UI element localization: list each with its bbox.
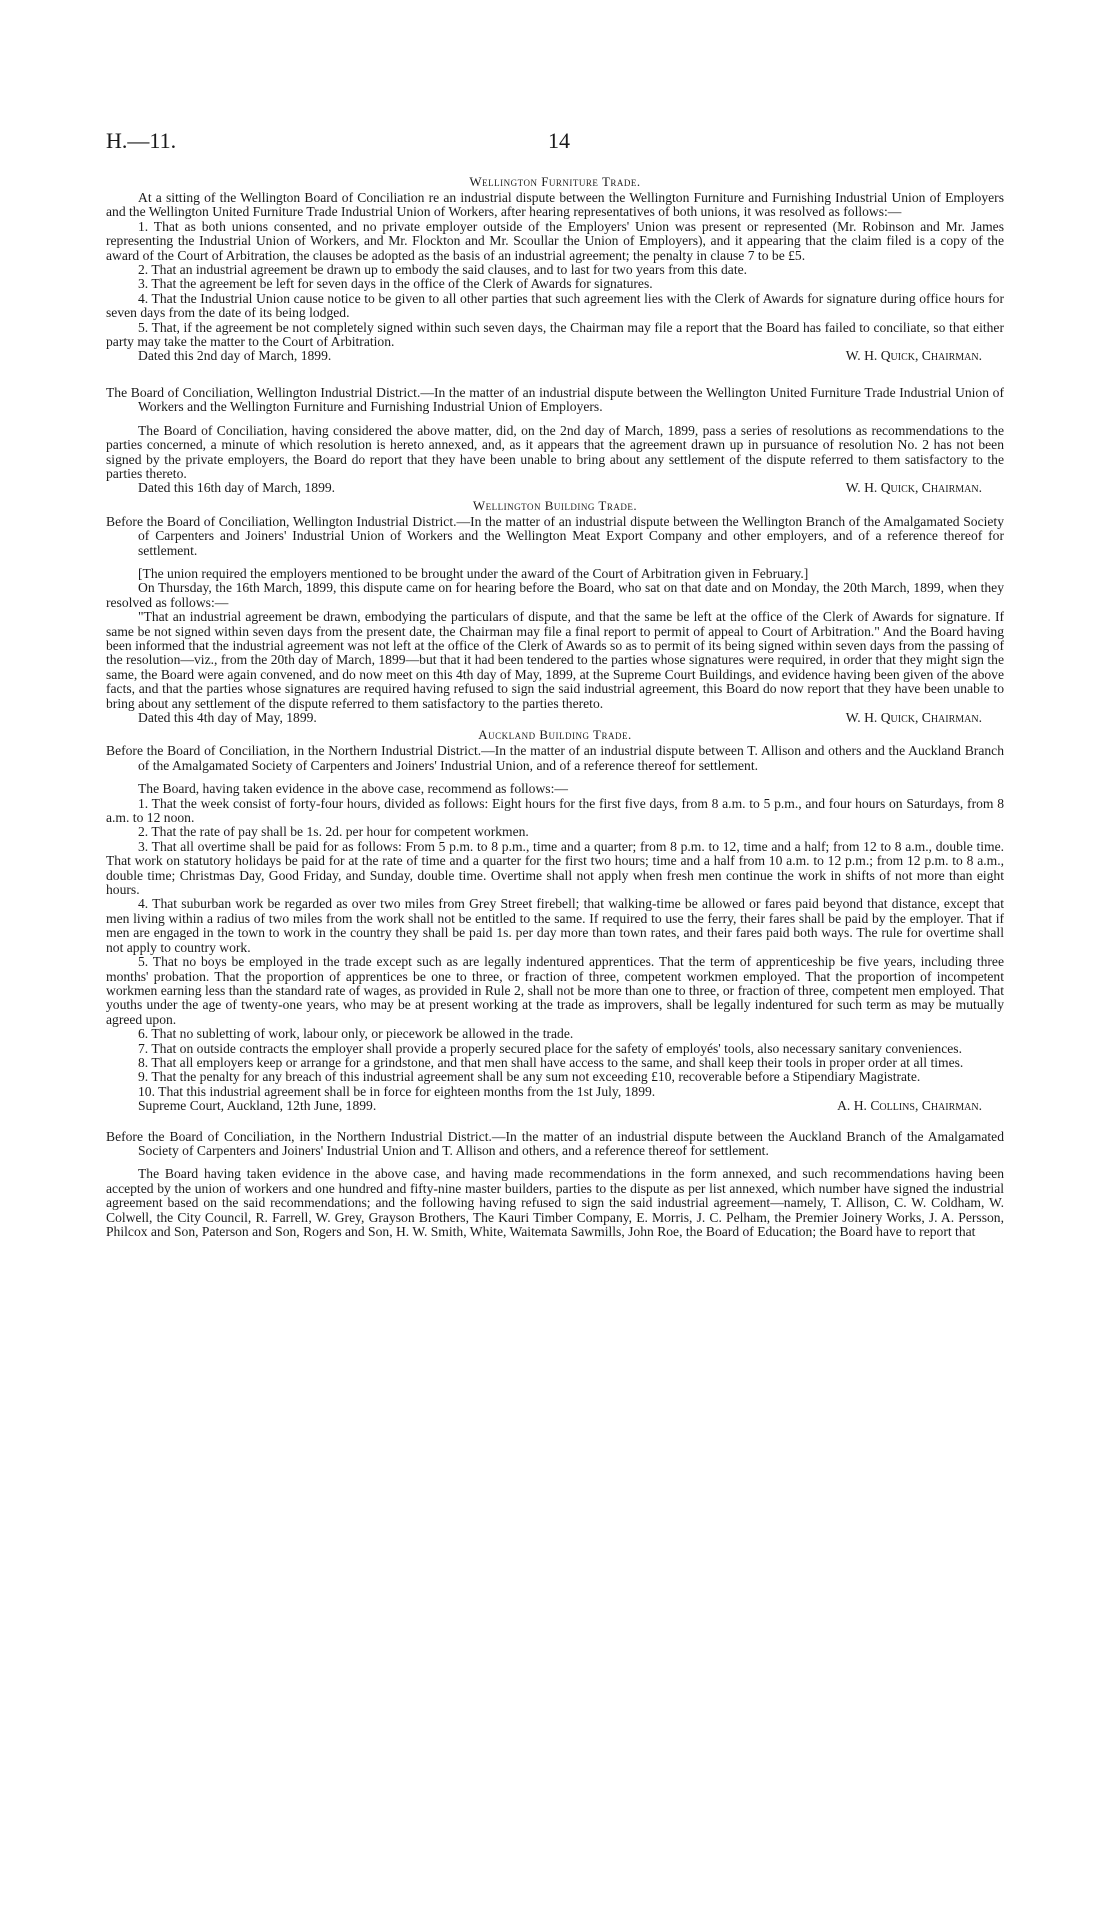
auckland-recommendation: 5. That no boys be employed in the trade except such as are legally indentured apprentices. That the term of apprenticeship be five years, including three months' probation. That the proportion of apprentices be one to three, or fraction of three, competent workmen employed. That the proportion of incompetent workmen earning less than the standard rate of wages, as provided in Rule 2, shall not be more than one to three, or fraction of three, competent men employed. That youths under the age of twenty-one years, who may be at present working at the trade as improvers, shall be legally indentured for such term as may be mutually agreed upon. xyxy=(106,954,1004,1027)
wellington-building-title: Before the Board of Conciliation, Wellington Industrial District.—In the matter of an industrial dispute between the Wellington Branch of the Amalgamated Society of Carpenters and Joiners' Industrial Union of Workers and the Wellington Meat Export Company and other employers, and of a reference thereof for settlement. xyxy=(106,513,1004,558)
furniture-resolution: 1. That as both unions consented, and no private employer outside of the Employers' Union was present or represented (Mr. Robinson and Mr. James representing the Industrial Union of Workers, and Mr. Flockton and Mr. Scoullar the Union of Employers), and it appearing that the claim filed is a copy of the award of the Court of Arbitration, the clauses be adopted as the basis of an industrial agreement; the penalty in clause 7 to be £5. xyxy=(106,218,1004,263)
auckland-recommendation: 4. That suburban work be regarded as over two miles from Grey Street firebell; that walking-time be allowed or fares paid beyond that distance, except that men living within a radius of two miles from the work shall not be entitled to the same. If required to use the ferry, their fares shall be paid by the employer. That if men are engaged in the town to work in the country they shall be paid 1s. per day more than town rates, and their fares paid both ways. The rule for overtime shall not apply to country work. xyxy=(106,896,1004,955)
auckland-recommendation: 2. That the rate of pay shall be 1s. 2d. per hour for competent workmen. xyxy=(138,824,529,840)
furniture-resolution: 4. That the Industrial Union cause notice to be given to all other parties that such agreement lies with the Clerk of Awards for signature during office hours for seven days from the date of its being lodged. xyxy=(106,290,1004,321)
auckland-building-intro: The Board, having taken evidence in the above case, recommend as follows:— xyxy=(138,781,568,797)
section-heading-auckland-building: Auckland Building Trade. xyxy=(478,727,632,743)
furniture-dated-line xyxy=(106,349,1004,363)
furniture-report-body: The Board of Conciliation, having considered the above matter, did, on the 2nd day of March, 1899, pass a series of resolutions as recommendations to the parties concerned, a minute of which resolution is hereto annexed, and, as it appears that the agreement drawn up in pursuance of resolution No. 2 has not been signed by the private employers, the Board do report that they have been unable to bring about any settlement of the dispute referred to them satisfactory to the parties thereto. xyxy=(106,422,1004,481)
auckland-recommendation: 8. That all employers keep or arrange for a grindstone, and that men shall have access to the same, and shall keep their tools in proper order at all times. xyxy=(138,1054,964,1070)
auckland-report-body: The Board having taken evidence in the above case, and having made recommendations in the form annexed, and such recommendations having been accepted by the union of workers and one hundred and fifty-nine master builders, parties to the dispute as per list annexed, which number have signed the industrial agreement based on the said recommendations; and the following having refused to sign the said industrial agreement—namely, T. Allison, C. W. Coldham, W. Colwell, the City Council, R. Farrell, W. Grey, Grayson Brothers, The Kauri Timber Company, E. Morris, J. C. Pelham, the Premier Joinery Works, J. A. Persson, Philcox and Son, Paterson and Son, Rogers and Son, H. W. Smith, White, Waitemata Sawmills, John Roe, the Board of Education; the Board have to report that xyxy=(106,1166,1004,1239)
furniture-report-dated: Dated this 16th day of March, 1899. xyxy=(138,480,336,496)
auckland-recommendation: 9. That the penalty for any breach of this industrial agreement shall be any sum not exceeding £10, recoverable before a Stipendiary Magistrate. xyxy=(138,1069,921,1085)
wellington-building-dated-line xyxy=(106,711,1004,725)
wellington-building-dated: Dated this 4th day of May, 1899. xyxy=(138,710,317,725)
auckland-recommendation: 1. That the week consist of forty-four hours, divided as follows: Eight hours for the first five days, from 8 a.m. to 5 p.m., and four hours on Saturdays, from 8 a.m. to 12 noon. xyxy=(106,795,1004,826)
furniture-signature: W. H. Quick, Chairman. xyxy=(845,348,982,364)
auckland-recommendation: 10. That this industrial agreement shall be in force for eighteen months from the 1st July, 1899. xyxy=(138,1083,656,1099)
furniture-resolution: 5. That, if the agreement be not completely signed within such seven days, the Chairman may file a report that the Board has failed to conciliate, so that either party may take the matter to the Court of Arbitration. xyxy=(106,319,1004,350)
section-heading-wellington-furniture: Wellington Furniture Trade. xyxy=(469,174,641,189)
auckland-building-title: Before the Board of Conciliation, in the Northern Industrial District.—In the matter of an industrial dispute between T. Allison and others and the Auckland Branch of the Amalgamated Society of Carpenters and Joiners' Industrial Union, and of a reference thereof for settlement. xyxy=(106,743,1004,773)
page-number: 14 xyxy=(548,128,570,153)
wellington-building-para: "That an industrial agreement be drawn, embodying the particulars of dispute, and that the same be left at the office of the Clerk of Awards for signature. If same be not signed within seven days from the present date, the Chairman may file a final report to permit of appeal to Court of Arbitration." And the Board having been informed that the industrial agreement was not left at the office of the Clerk of Awards so as to permit of its being signed within seven days from the passing of the resolution—viz., from the 20th day of March, 1899—but that it had been tendered to the parties whose signatures were required, in order that they might sign the same, the Board were again convened, and do now meet on this 4th day of May, 1899, at the Supreme Court Buildings, and evidence having been given of the above facts, and that the parties whose signatures are required having refused to sign the said industrial agreement, this Board do now report that they have been unable to bring about any settlement of the dispute referred to them satisfactory to the parties thereto. xyxy=(106,609,1004,711)
wellington-building-para: On Thursday, the 16th March, 1899, this dispute came on for hearing before the Board, who sat on that date and on Monday, the 20th March, 1899, when they resolved as follows:— xyxy=(106,580,1004,610)
auckland-recommendation: 3. That all overtime shall be paid for as follows: From 5 p.m. to 8 p.m., time and a quarter; from 8 p.m. to 12, time and a half; from 12 to 8 a.m., double time. That work on statutory holidays be paid for at the rate of time and a quarter for the first two hours; time and a half from 10 a.m. to 12 p.m.; from 12 p.m. to 8 a.m., double time; Christmas Day, Good Friday, and Sunday, double time. Overtime shall not apply when fresh men continue the work in shifts of not more than eight hours. xyxy=(106,838,1004,898)
furniture-report-dated-line xyxy=(106,481,1004,495)
furniture-resolution: 2. That an industrial agreement be drawn up to embody the said clauses, and to last for two years from this date. xyxy=(138,262,748,278)
furniture-dated: Dated this 2nd day of March, 1899. xyxy=(138,348,332,364)
document-reference: H.—11. xyxy=(106,128,177,153)
wellington-building-signature: W. H. Quick, Chairman. xyxy=(845,710,982,725)
auckland-building-signature: A. H. Collins, Chairman. xyxy=(837,1098,982,1114)
auckland-recommendation: 7. That on outside contracts the employer shall provide a properly secured place for the safety of employés' tools, also necessary sanitary conveniences. xyxy=(138,1040,962,1056)
auckland-building-dated: Supreme Court, Auckland, 12th June, 1899. xyxy=(138,1098,377,1114)
furniture-report-signature: W. H. Quick, Chairman. xyxy=(845,480,982,496)
furniture-intro: At a sitting of the Wellington Board of Conciliation re an industrial dispute between the Wellington Furniture and Furnishing Industrial Union of Employers and the Wellington United Furniture Trade Industrial Union of Workers, after hearing representatives of both unions, it was resolved as follows:— xyxy=(106,190,1004,220)
section-heading-wellington-building: Wellington Building Trade. xyxy=(472,497,638,513)
furniture-report-title: The Board of Conciliation, Wellington Industrial District.—In the matter of an industrial dispute between the Wellington United Furniture Trade Industrial Union of Workers and the Wellington Furniture and Furnishing Industrial Union of Employers. xyxy=(106,384,1004,415)
auckland-recommendation: 6. That no subletting of work, labour only, or piecework be allowed in the trade. xyxy=(138,1026,574,1042)
furniture-resolution: 3. That the agreement be left for seven days in the office of the Clerk of Awards for signatures. xyxy=(138,276,653,292)
wellington-building-note: [The union required the employers mentioned to be brought under the award of the Court of Arbitration given in February.] xyxy=(138,565,809,581)
page-header xyxy=(106,128,1004,158)
auckland-report-title: Before the Board of Conciliation, in the Northern Industrial District.—In the matter of an industrial dispute between the Auckland Branch of the Amalgamated Society of Carpenters and Joiners' Industrial Union and T. Allison and others, and a reference thereof for settlement. xyxy=(106,1128,1004,1158)
auckland-building-dated-line xyxy=(106,1099,1004,1113)
document-page xyxy=(106,128,1004,1239)
